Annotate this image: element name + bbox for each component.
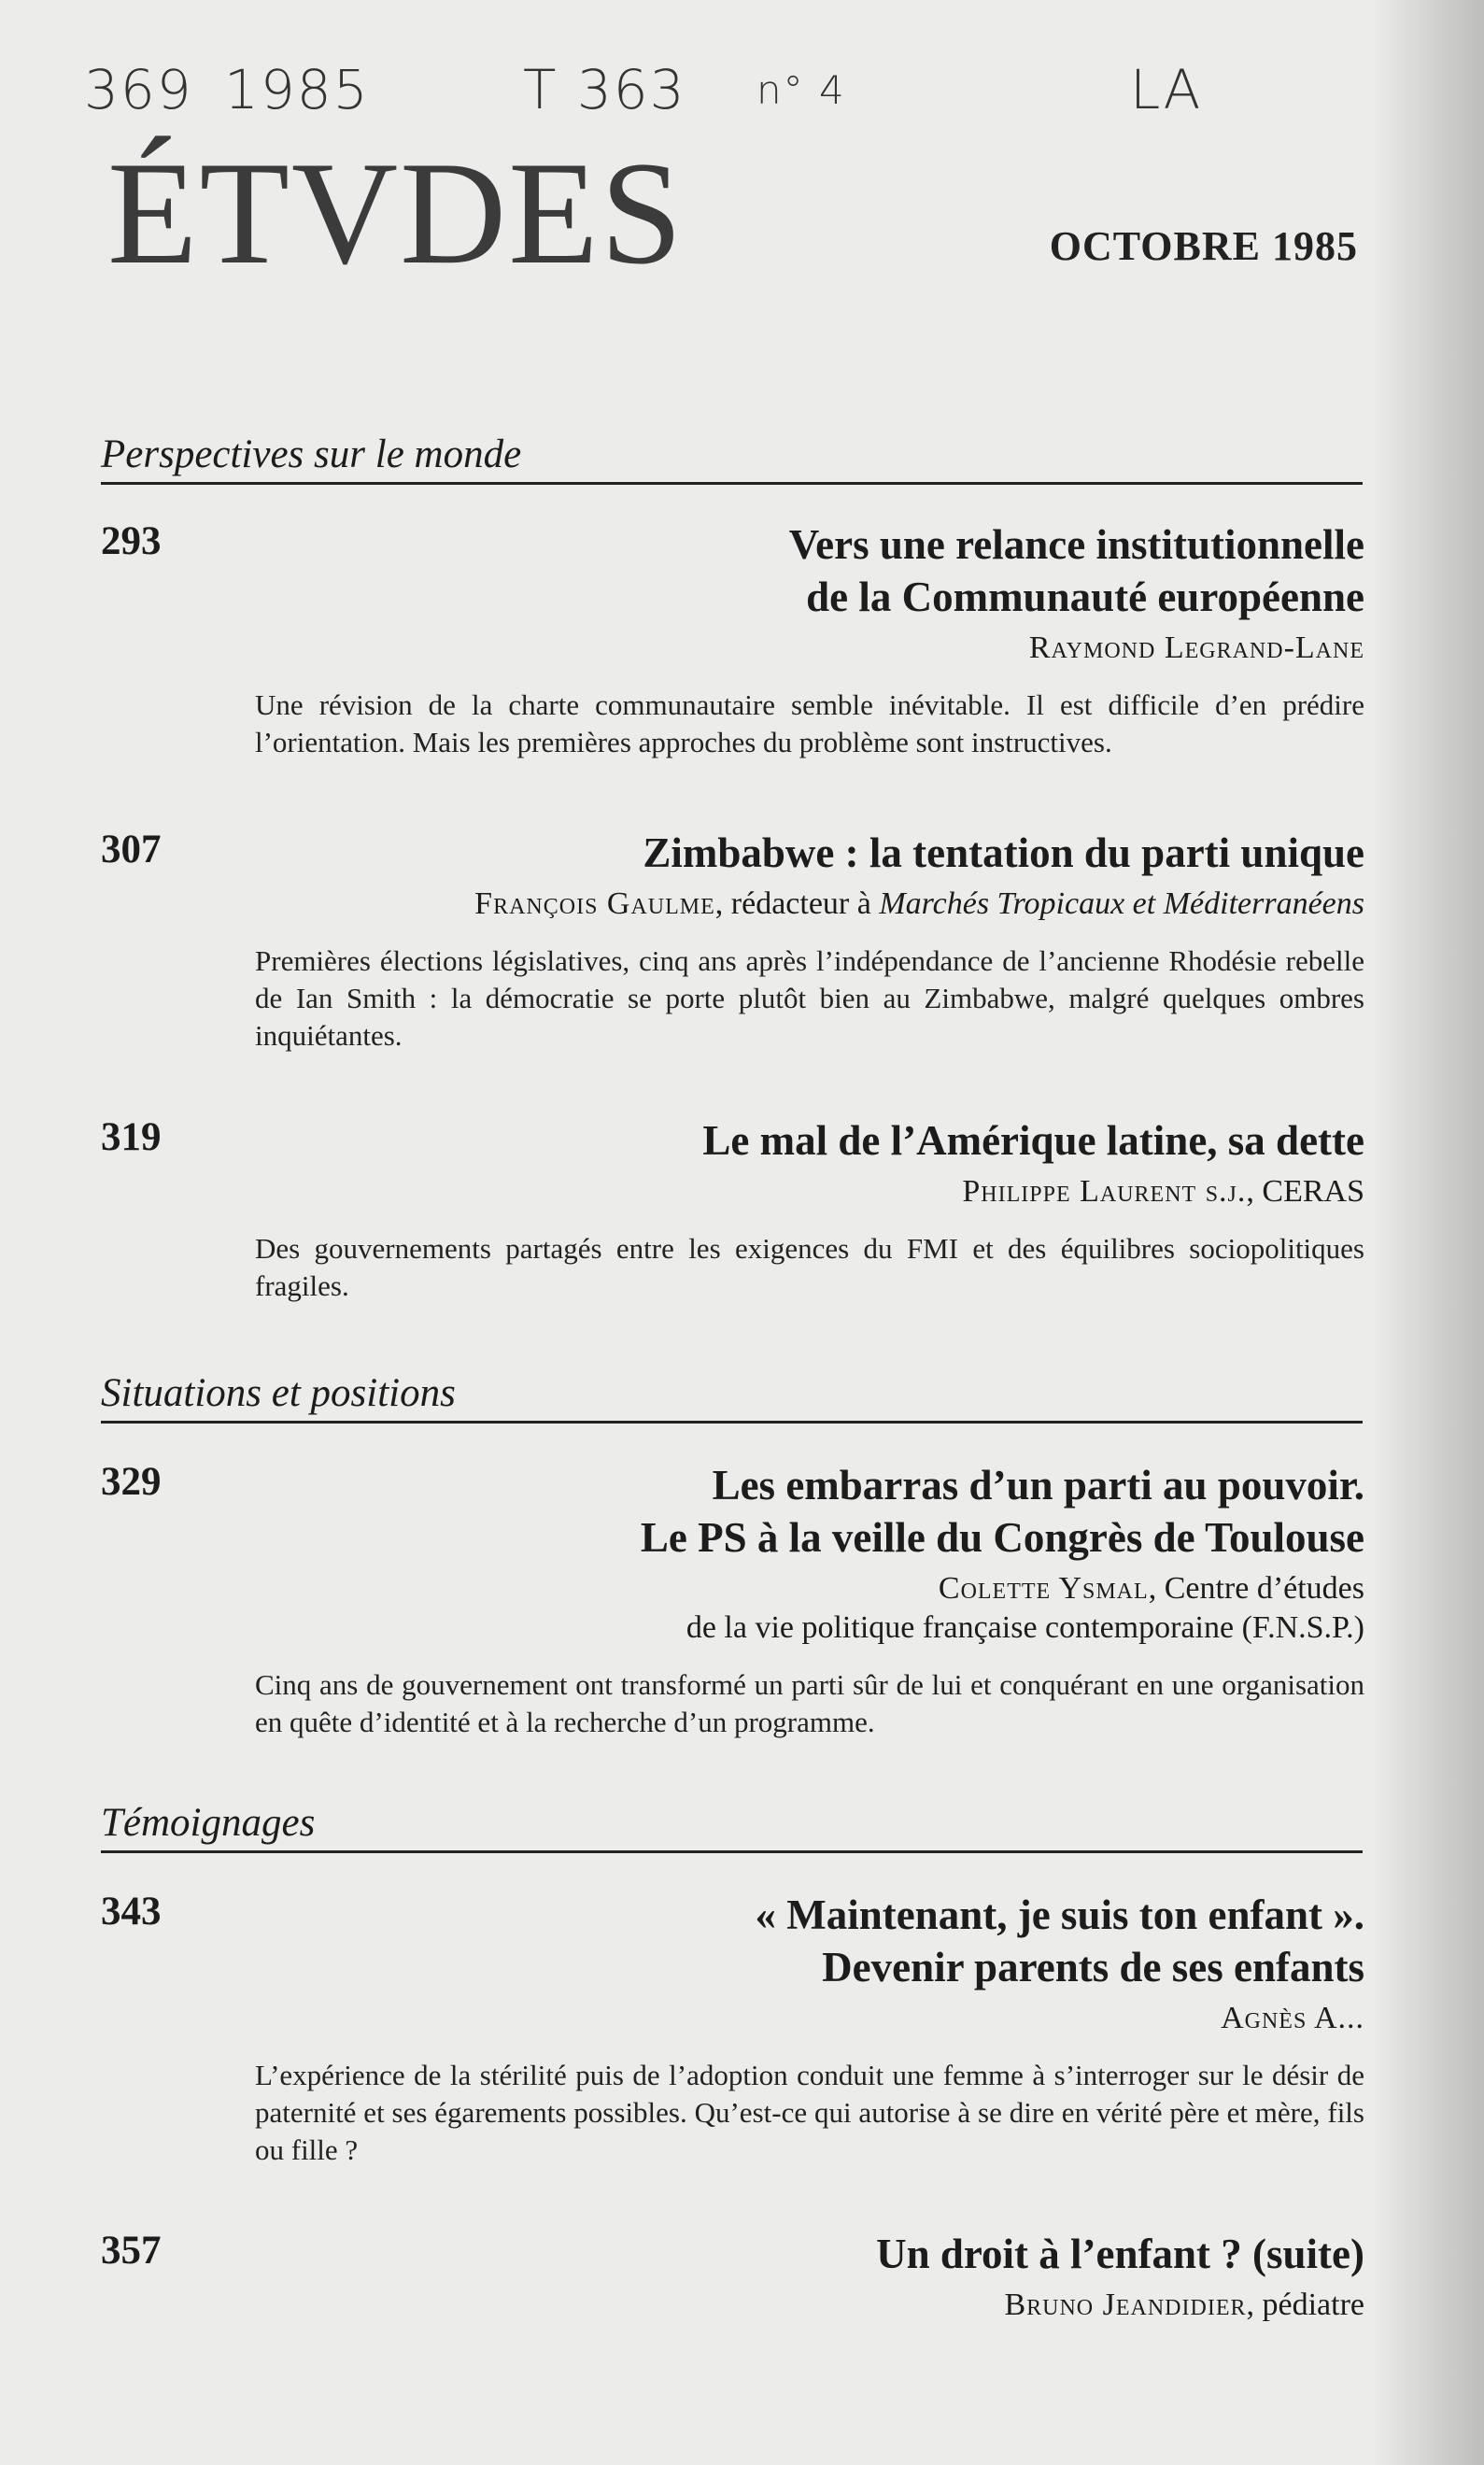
author-publication: Marchés Tropicaux et Méditerranéens [879, 886, 1364, 921]
section-heading-perspectives: Perspectives sur le monde [101, 432, 1363, 485]
toc-entry-319[interactable] [101, 1114, 1364, 1305]
toc-entry-293[interactable] [101, 518, 1364, 761]
title-line: Les embarras d’un parti au pouvoir. [712, 1462, 1364, 1509]
page-number: 329 [101, 1460, 162, 1504]
issue-date: OCTOBRE 1985 [1049, 223, 1358, 269]
article-author [101, 2286, 1364, 2325]
author-name: Philippe Laurent s.j. [962, 1174, 1247, 1209]
title-line: « Maintenant, je suis ton enfant ». [755, 1891, 1364, 1938]
title-line: Vers une relance institutionnelle [788, 521, 1364, 568]
article-summary: Cinq ans de gouvernement ont transformé un parti sûr de lui et conquérant en une organisation en quête d’identité et à la recherche d’un programme. [255, 1668, 1364, 1738]
title-line: Un droit à l’enfant ? (suite) [876, 2231, 1364, 2277]
section-heading-temoignages: Témoignages [101, 1801, 1363, 1853]
title-line: Devenir parents de ses enfants [822, 1944, 1364, 1990]
toc-entry-343[interactable] [101, 1889, 1364, 2169]
article-title[interactable] [101, 1114, 1364, 1167]
author-name: Raymond Legrand-Lane [1028, 630, 1364, 665]
title-line: Le PS à la veille du Congrès de Toulouse [640, 1514, 1364, 1561]
section-heading-situations: Situations et positions [101, 1371, 1363, 1424]
annotation-ref3: T 363 [523, 58, 686, 121]
article-author [101, 629, 1364, 668]
author-affiliation: , CERAS [1246, 1174, 1364, 1209]
author-name: Colette Ysmal [938, 1571, 1149, 1606]
article-title[interactable] [101, 1459, 1364, 1564]
annotation-ref5: LA [1130, 58, 1203, 121]
annotation-ref1: 369 [84, 58, 193, 121]
article-title[interactable] [101, 518, 1364, 623]
author-affiliation: , Centre d’études [1148, 1571, 1364, 1606]
toc-entry-357[interactable] [101, 2228, 1364, 2325]
bleed-through-ghost [710, 234, 745, 437]
article-title[interactable] [101, 1889, 1364, 1993]
author-name: Agnès A... [1221, 2001, 1364, 2035]
article-author [101, 885, 1364, 924]
article-author [101, 1172, 1364, 1211]
author-name: François Gaulme [474, 886, 715, 921]
author-name: Bruno Jeandidier [1004, 2288, 1247, 2322]
author-affiliation: , rédacteur à [714, 886, 880, 921]
toc-entry-329[interactable] [101, 1459, 1364, 1741]
article-author [101, 1569, 1364, 1648]
article-summary: L’expérience de la stérilité puis de l’adoption conduit une femme à s’interroger sur le désir de paternité et ses égarements possibles. Qu’est-ce qui autorise à se dire en vérité père et mère, fils ou fille ? [255, 2059, 1364, 2166]
article-title[interactable] [101, 827, 1364, 879]
toc-entry-307[interactable] [101, 827, 1364, 1055]
masthead-title: ÉTVDES [107, 132, 685, 295]
article-summary: Une révision de la charte communautaire semble inévitable. Il est difficile d’en prédire l’orientation. Mais les premières approches du problème sont instructives. [255, 688, 1364, 758]
author-affiliation-line2: de la vie politique française contemporaine (F.N.S.P.) [685, 1610, 1364, 1645]
annotation-ref2: 1985 [224, 58, 370, 121]
title-line: Le mal de l’Amérique latine, sa dette [702, 1117, 1364, 1164]
page-number: 357 [101, 2229, 162, 2273]
author-affiliation: , pédiatre [1246, 2288, 1364, 2322]
article-title[interactable] [101, 2228, 1364, 2280]
article-summary: Premières élections législatives, cinq ans après l’indépendance de l’ancienne Rhodésie rebelle de Ian Smith : la démocratie se porte plutôt bien au Zimbabwe, malgré quelques ombres inquiétantes. [255, 944, 1364, 1052]
annotation-ref4: n° 4 [756, 67, 846, 113]
article-author [101, 1999, 1364, 2038]
page-number: 343 [101, 1890, 162, 1934]
title-line: Zimbabwe : la tentation du parti unique [643, 829, 1364, 876]
page-number: 319 [101, 1115, 162, 1159]
page-edge-shadow [1372, 0, 1484, 2465]
page-number: 307 [101, 828, 162, 871]
page-number: 293 [101, 519, 162, 563]
article-summary: Des gouvernements partagés entre les exigences du FMI et des équilibres sociopolitiques fragiles. [255, 1232, 1364, 1302]
title-line: de la Communauté européenne [806, 574, 1364, 620]
